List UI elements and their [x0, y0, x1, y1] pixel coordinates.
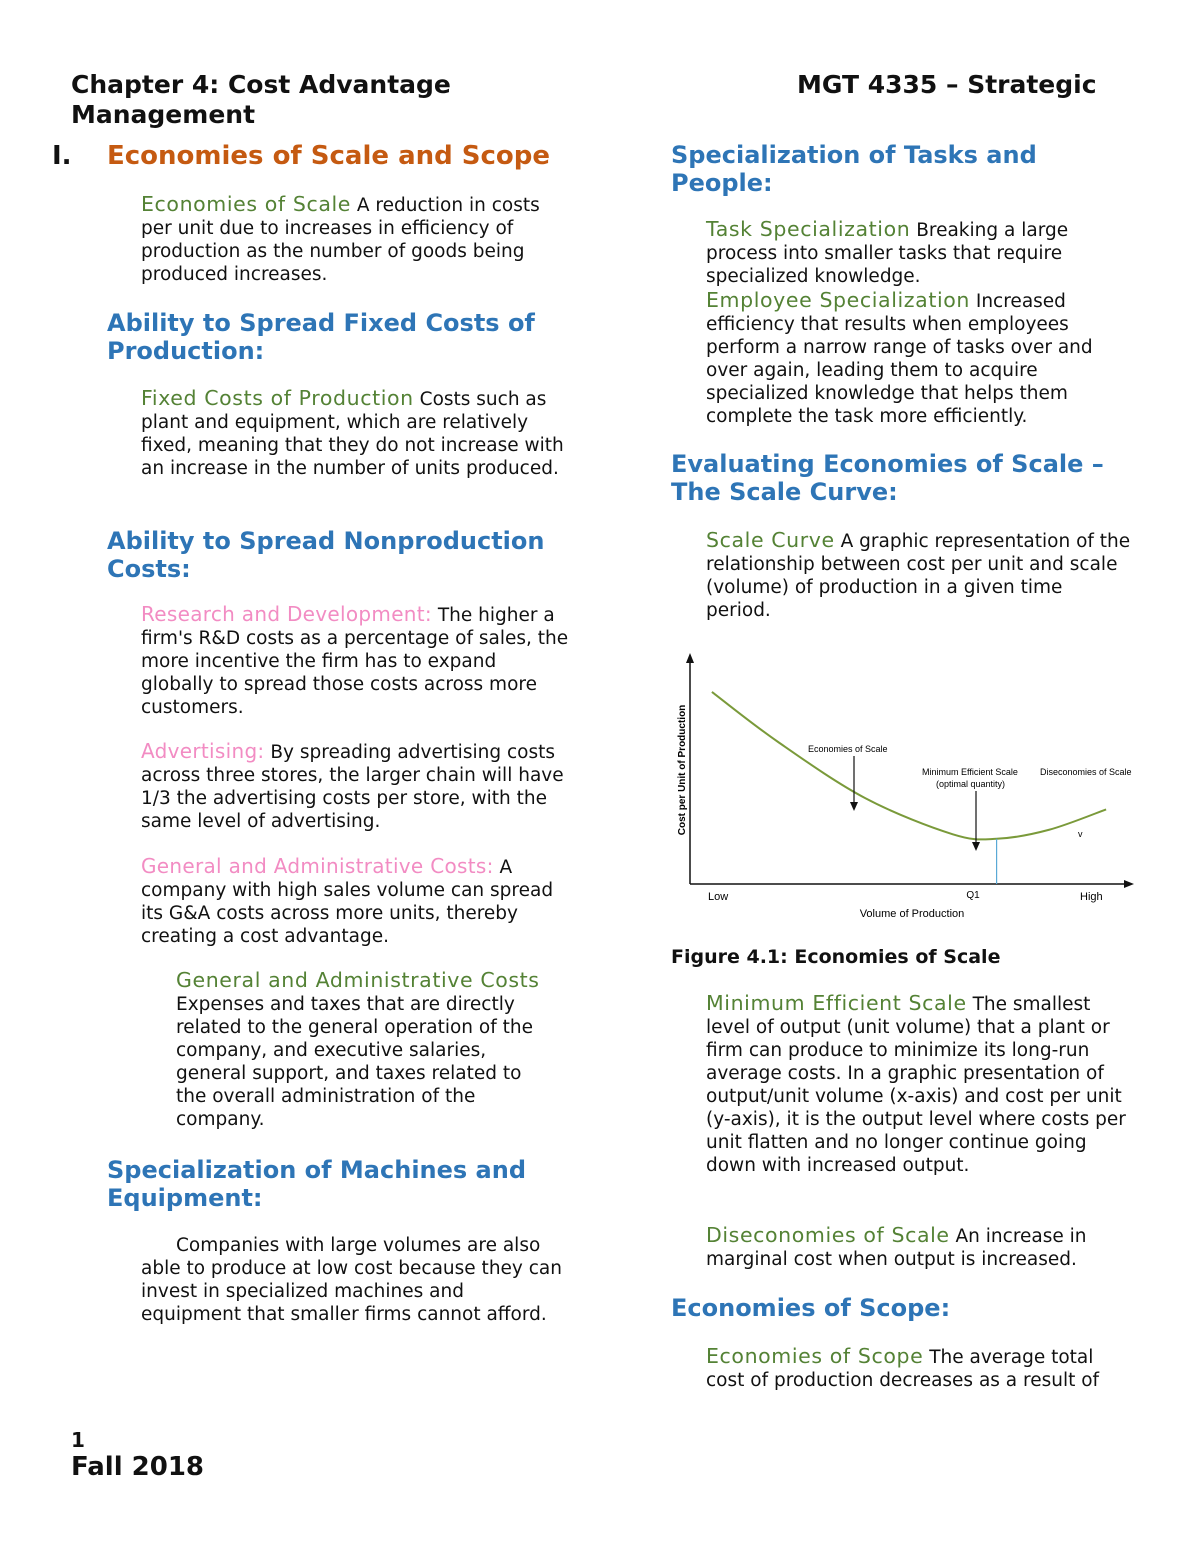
scale-curve-heading: Evaluating Economies of Scale – The Scale Curve: — [671, 450, 1104, 506]
fixed-costs-definition: Fixed Costs of Production Costs such as plant and equipment, which are relatively fixed, meaning that they do not increase with an increase in the number of units produced. — [141, 386, 564, 479]
diseconomies-definition: Diseconomies of Scale An increase in marginal cost when output is increased. — [706, 1223, 1087, 1270]
x-axis-label: Volume of Production — [859, 908, 965, 920]
x-tick-high: High — [1080, 891, 1103, 903]
mes-definition: Minimum Efficient Scale The smallest level of output (unit volume) that a plant or firm can produce to minimize its long-run average costs. In a graphic presentation of output/unit volume (x-axis) and cost per unit (y-axis), it is the output level where costs per unit flatten and no longer continue going down with increased output. — [706, 991, 1126, 1176]
header-title-line2: Management — [71, 100, 256, 129]
economies-arrow-icon — [850, 802, 858, 811]
specialization-heading: Specialization of Tasks and People: — [671, 141, 1037, 197]
employee-specialization-definition: Employee Specialization Increased efficiency that results when employees perform a narrow range of tasks over and over again, leading them to acquire specialized knowledge that helps them complete the task more efficiently. — [706, 288, 1093, 427]
machines-paragraph: Companies with large volumes are also able to produce at low cost because they can invest in specialized machines and equipment that smaller firms cannot afford. — [141, 1235, 562, 1325]
x-axis-arrow-icon — [1124, 880, 1134, 888]
figure-caption: Figure 4.1: Economies of Scale — [671, 946, 1001, 968]
diseconomies-marker: v — [1078, 829, 1083, 839]
task-specialization-definition: Task Specialization Breaking a large process into smaller tasks that require specialized knowledge. — [706, 217, 1069, 287]
footer-term: Fall 2018 — [71, 1452, 205, 1482]
advertising-paragraph: Advertising: By spreading advertising costs across three stores, the larger chain will have 1/3 the advertising costs per store, with the same level of advertising. — [141, 739, 564, 832]
scope-definition: Economies of Scope The average total cost of production decreases as a result of — [706, 1344, 1100, 1391]
annotation-economies-of-scale: Economies of Scale — [808, 744, 888, 754]
scope-heading: Economies of Scope: — [671, 1294, 951, 1322]
section-numeral: I. — [52, 141, 72, 171]
section-title: Economies of Scale and Scope — [107, 141, 551, 171]
header-course: MGT 4335 – Strategic — [797, 70, 1097, 99]
machines-heading: Specialization of Machines and Equipment: — [107, 1156, 527, 1212]
scale-curve-chart — [668, 650, 1143, 925]
y-axis-label: Cost per Unit of Production — [677, 704, 688, 836]
header-title-left: Chapter 4: Cost Advantage — [71, 70, 451, 99]
x-tick-low: Low — [708, 891, 729, 903]
annotation-mes: Minimum Efficient Scale — [922, 767, 1018, 777]
scale-curve-line — [712, 692, 1106, 840]
y-axis-arrow-icon — [686, 653, 694, 663]
ga-paragraph: General and Administrative Costs: A company with high sales volume can spread its G&A costs across more units, thereby creating a cost advantage. — [141, 854, 554, 947]
rd-paragraph: Research and Development: The higher a firm's R&D costs as a percentage of sales, the more incentive the firm has to expand globally to spread those costs across more customers. — [141, 602, 569, 718]
annotation-diseconomies: Diseconomies of Scale — [1040, 767, 1132, 777]
nonproduction-heading: Ability to Spread Nonproduction Costs: — [107, 527, 545, 583]
annotation-optimal-quantity: (optimal quantity) — [936, 779, 1006, 789]
x-tick-q1: Q1 — [966, 890, 980, 901]
ga-definition: General and Administrative Costs Expenses and taxes that are directly related to the general operation of the company, and executive salaries, general support, and taxes related to the overall administration of the company. — [176, 968, 540, 1130]
fixed-costs-heading: Ability to Spread Fixed Costs of Production: — [107, 309, 535, 365]
page-number: 1 — [71, 1428, 85, 1452]
mes-arrow-icon — [972, 842, 980, 851]
eos-term: Economies of Scale — [141, 192, 352, 216]
scale-curve-definition: Scale Curve A graphic representation of the relationship between cost per unit and scale (volume) of production in a given time period. — [706, 528, 1131, 621]
eos-definition: Economies of Scale A reduction in costs per unit due to increases in efficiency of production as the number of goods being produced increases. — [141, 192, 540, 285]
